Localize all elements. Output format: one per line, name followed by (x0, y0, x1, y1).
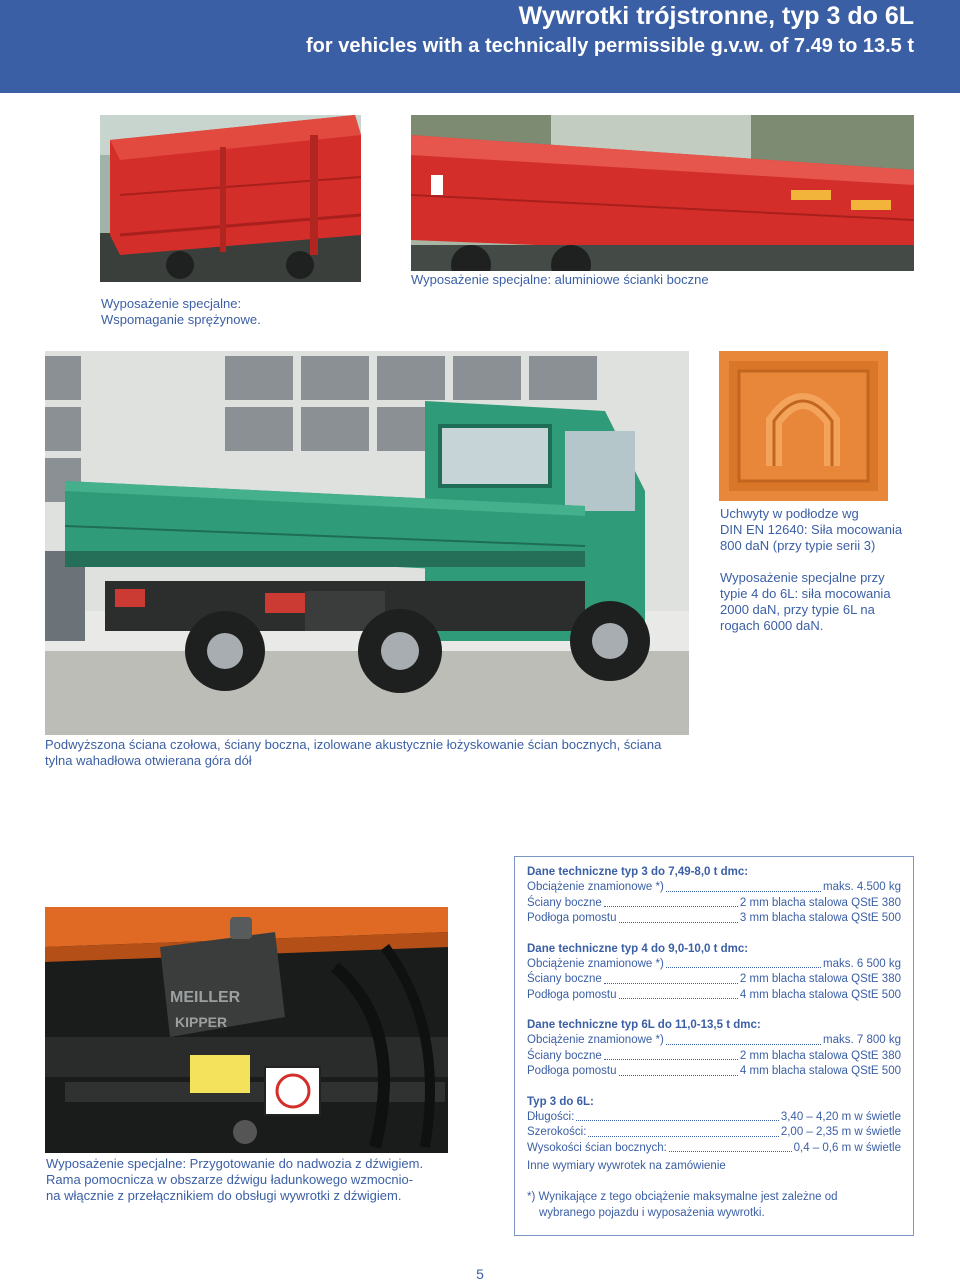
spec-label: Ściany boczne (527, 973, 602, 985)
caption-line: Rama pomocnicza w obszarze dźwigu ładunkowego wzmocnio- (46, 1172, 414, 1187)
spec-label: Podłoga pomostu (527, 912, 617, 924)
spec-group (527, 942, 901, 1004)
spec-value: 2 mm blacha stalowa QStE 380 (739, 896, 901, 909)
spec-value: maks. 7 800 kg (823, 1034, 901, 1046)
caption-line: 800 daN (przy typie serii 3) (720, 538, 876, 553)
spec-group-title: Typ 3 do 6L: (527, 1095, 594, 1108)
spec-row (527, 1141, 901, 1157)
spec-row (527, 1033, 901, 1049)
spec-label: Podłoga pomostu (527, 1065, 617, 1077)
spec-row (527, 896, 901, 912)
photo-aluminium-sides (411, 115, 914, 271)
spec-value: 2,00 – 2,35 m w świetle (780, 1126, 901, 1138)
spec-label: Ściany boczne (527, 896, 602, 909)
caption-line: Uchwyty w podłodze wg (720, 506, 859, 521)
caption-aluminium-sides: Wyposażenie specjalne: aluminiowe ścianki boczne (411, 272, 709, 287)
spec-groups (527, 865, 901, 1156)
spec-row (527, 957, 901, 973)
spec-group (527, 1095, 901, 1157)
spec-label: Podłoga pomostu (527, 988, 617, 1001)
caption-line: Wyposażenie specjalne: Przygotowanie do nadwozia z dźwigiem. (46, 1156, 424, 1171)
spec-label: Wysokości ścian bocznych: (527, 1141, 667, 1154)
spec-group (527, 865, 901, 927)
photo-green-truck (45, 351, 689, 735)
spec-label: Obciążenie znamionowe *) (527, 957, 664, 970)
caption-line: Podwyższona ściana czołowa, ściany boczna, izolowane akustycznie łożyskowanie ścian bocznych, ściana (45, 737, 662, 752)
page-subtitle: for vehicles with a technically permissible g.v.w. of 7.49 to 13.5 t (306, 35, 914, 57)
caption-line: Wspomaganie sprężynowe. (101, 312, 261, 327)
spec-row (527, 1049, 901, 1065)
footnote-line: wybranego pojazdu i wyposażenia wywrotki. (539, 1206, 765, 1219)
spec-group-title: Dane techniczne typ 3 do 7,49-8,0 t dmc: (527, 866, 749, 878)
tank-brand-label: KIPPER (175, 1014, 228, 1030)
dot-leader (619, 1064, 738, 1076)
dot-leader (619, 988, 738, 1000)
caption-main-truck (45, 737, 661, 769)
caption-line: rogach 6000 daN. (720, 618, 824, 633)
dot-leader (604, 896, 738, 908)
dot-leader (604, 972, 738, 984)
page-title: Wywrotki trójstronne, typ 3 do 6L (518, 2, 914, 30)
other-sizes-note: Inne wymiary wywrotek na zamówienie (527, 1160, 726, 1172)
caption-line (720, 554, 902, 570)
dot-leader (666, 957, 821, 969)
spec-row (527, 988, 901, 1004)
technical-data-box (514, 856, 914, 1236)
dot-leader (669, 1141, 792, 1153)
photo-lashing-point (719, 351, 888, 501)
caption-line: na włącznie z przełącznikiem do obsługi wywrotki z dźwigiem. (46, 1188, 402, 1203)
spec-group-title: Dane techniczne typ 4 do 9,0-10,0 t dmc: (527, 942, 749, 955)
spec-row (527, 1110, 901, 1126)
spec-value: 2 mm blacha stalowa QStE 380 (739, 1049, 901, 1062)
dot-leader (576, 1110, 779, 1122)
spec-row (527, 1125, 901, 1141)
caption-spring-assist (101, 296, 261, 328)
footnote (527, 1190, 901, 1221)
spec-row (527, 972, 901, 988)
spec-value: 2 mm blacha stalowa QStE 380 (739, 973, 901, 985)
spec-value: 0,4 – 0,6 m w świetle (793, 1141, 901, 1154)
spec-value: 4 mm blacha stalowa QStE 500 (739, 988, 901, 1001)
tank-brand-label: MEILLER (170, 989, 241, 1006)
caption-line: 2000 daN, przy typie 6L na (720, 602, 875, 617)
spec-label: Obciążenie znamionowe *) (527, 881, 664, 893)
dot-leader (666, 1033, 821, 1045)
dot-leader (604, 1049, 738, 1061)
spec-value: maks. 4.500 kg (823, 881, 901, 893)
dot-leader (588, 1125, 778, 1137)
spec-row (527, 880, 901, 896)
page-number: 5 (476, 1266, 484, 1282)
caption-line: DIN EN 12640: Siła mocowania (720, 522, 903, 537)
spec-value: 3,40 – 4,20 m w świetle (780, 1110, 901, 1123)
caption-lashing-points (720, 506, 902, 634)
spec-label: Ściany boczne (527, 1049, 602, 1062)
dot-leader (666, 880, 821, 892)
caption-line: Wyposażenie specjalne: (101, 296, 242, 311)
spec-value: maks. 6 500 kg (823, 957, 901, 970)
photo-crane-subframe (45, 907, 448, 1153)
spec-label: Szerokości: (527, 1126, 587, 1138)
spec-label: Obciążenie znamionowe *) (527, 1034, 664, 1046)
spec-value: 3 mm blacha stalowa QStE 500 (739, 912, 901, 924)
page-header (0, 0, 960, 93)
spec-group-title: Dane techniczne typ 6L do 11,0-13,5 t dmc: (527, 1019, 761, 1031)
spec-value: 4 mm blacha stalowa QStE 500 (739, 1065, 901, 1077)
spec-row (527, 911, 901, 927)
photo-spring-assist (100, 115, 361, 282)
footnote-line: *) Wynikające z tego obciążenie maksymalne jest zależne od (527, 1191, 838, 1203)
spec-group (527, 1018, 901, 1080)
caption-line: typie 4 do 6L: siła mocowania (720, 586, 891, 601)
caption-line: tylna wahadłowa otwierana góra dół (45, 753, 252, 768)
spec-label: Długości: (527, 1110, 575, 1123)
caption-crane-prep (46, 1156, 423, 1204)
dot-leader (619, 911, 738, 923)
spec-row (527, 1064, 901, 1080)
caption-line: Wyposażenie specjalne przy (720, 570, 885, 585)
